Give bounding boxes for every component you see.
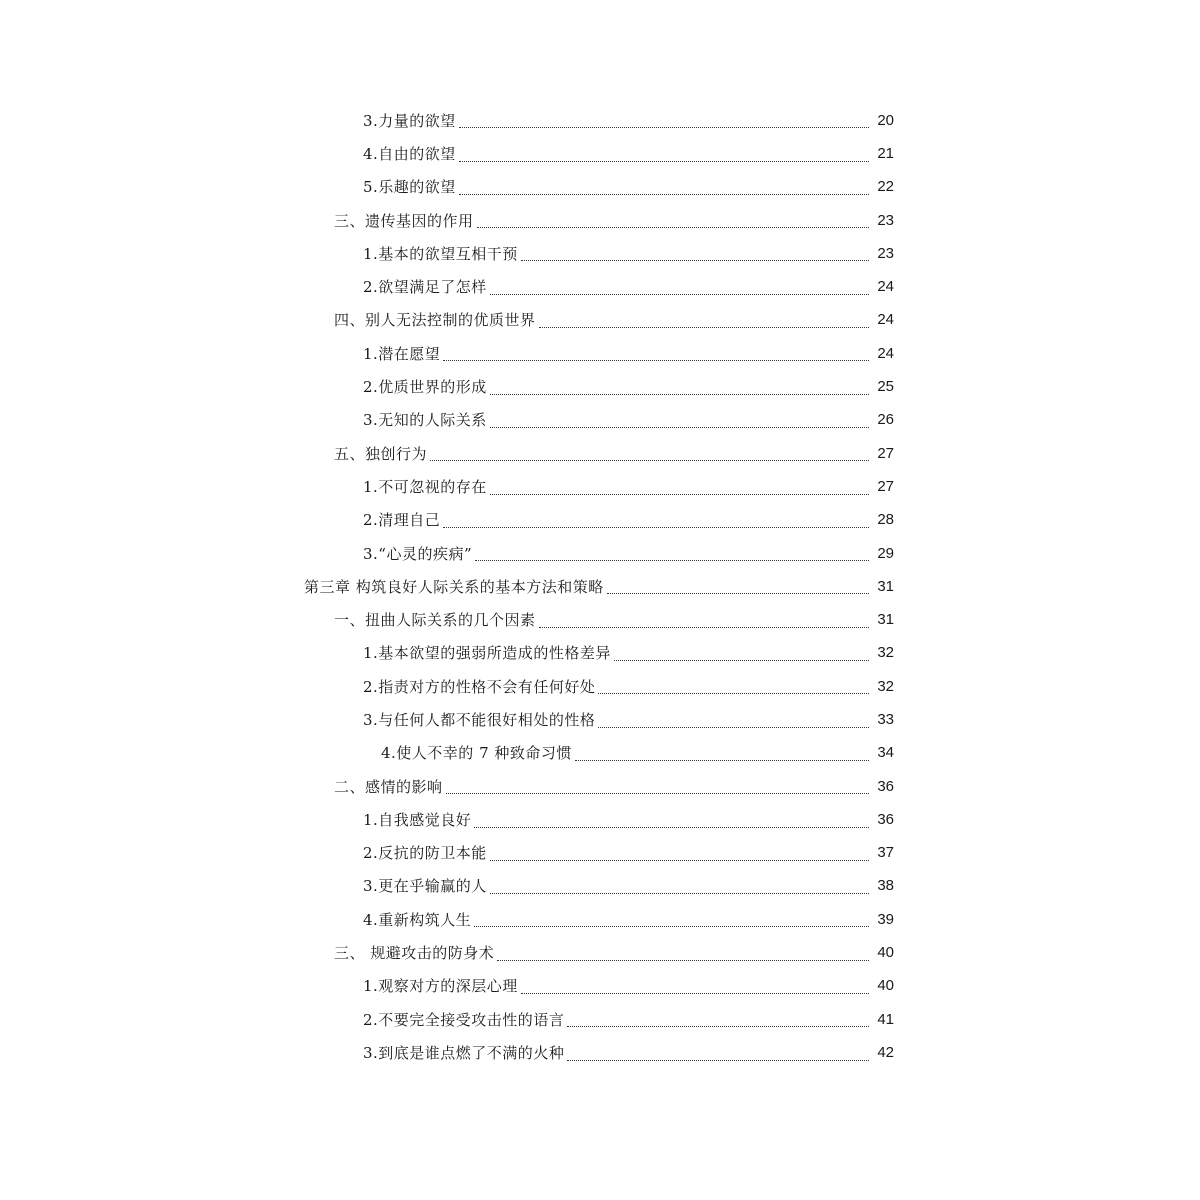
toc-entry-title: 2.不要完全接受攻击性的语言 bbox=[363, 1010, 565, 1029]
toc-dot-leader bbox=[475, 559, 869, 561]
toc-entry-title: 1.基本欲望的强弱所造成的性格差异 bbox=[363, 644, 611, 663]
toc-dot-leader bbox=[490, 859, 869, 861]
toc-page-number: 36 bbox=[877, 777, 894, 795]
toc-entry-subsection-deep[interactable] bbox=[0, 737, 1200, 770]
toc-page-number: 39 bbox=[877, 910, 894, 928]
toc-entry-title: 3.与任何人都不能很好相处的性格 bbox=[363, 710, 596, 729]
toc-dot-leader bbox=[567, 1059, 869, 1061]
toc-entry-subsection[interactable] bbox=[0, 137, 1200, 170]
toc-dot-leader bbox=[446, 792, 869, 794]
toc-entry-title: 2.反抗的防卫本能 bbox=[363, 844, 487, 863]
toc-dot-leader bbox=[490, 426, 869, 428]
toc-entry-title: 5.乐趣的欲望 bbox=[363, 178, 456, 197]
toc-dot-leader bbox=[474, 826, 869, 828]
toc-dot-leader bbox=[490, 892, 869, 894]
toc-entry-subsection[interactable] bbox=[0, 504, 1200, 537]
toc-entry-section[interactable] bbox=[0, 936, 1200, 969]
toc-dot-leader bbox=[598, 692, 869, 694]
toc-entry-title: 4.使人不幸的 7 种致命习惯 bbox=[381, 744, 572, 763]
toc-entry-subsection[interactable] bbox=[0, 803, 1200, 836]
toc-dot-leader bbox=[490, 493, 869, 495]
toc-entry-subsection[interactable] bbox=[0, 637, 1200, 670]
toc-page-number: 36 bbox=[877, 810, 894, 828]
toc-page-number: 29 bbox=[877, 544, 894, 562]
toc-dot-leader bbox=[490, 293, 869, 295]
toc-dot-leader bbox=[575, 759, 869, 761]
toc-entry-title: 2.清理自己 bbox=[363, 511, 441, 530]
toc-entry-section[interactable] bbox=[0, 437, 1200, 470]
toc-entry-title: 1.潜在愿望 bbox=[363, 344, 441, 363]
toc-entry-title: 3.无知的人际关系 bbox=[363, 411, 487, 430]
toc-page-number: 34 bbox=[877, 744, 894, 762]
toc-entry-title: 第三章 构筑良好人际关系的基本方法和策略 bbox=[304, 577, 604, 596]
toc-page-number: 42 bbox=[877, 1043, 894, 1061]
toc-entry-subsection[interactable] bbox=[0, 903, 1200, 936]
toc-entry-section[interactable] bbox=[0, 603, 1200, 636]
toc-page-number: 40 bbox=[877, 944, 894, 962]
toc-entry-title: 2.欲望满足了怎样 bbox=[363, 278, 487, 297]
toc-entry-subsection[interactable] bbox=[0, 970, 1200, 1003]
toc-entry-section[interactable] bbox=[0, 304, 1200, 337]
toc-page-number: 37 bbox=[877, 844, 894, 862]
toc-entry-subsection[interactable] bbox=[0, 404, 1200, 437]
toc-page-number: 40 bbox=[877, 977, 894, 995]
toc-entry-subsection[interactable] bbox=[0, 1003, 1200, 1036]
toc-page-number: 31 bbox=[877, 577, 894, 595]
toc-page-number: 27 bbox=[877, 444, 894, 462]
toc-page-number: 32 bbox=[877, 644, 894, 662]
toc-entry-title: 一、扭曲人际关系的几个因素 bbox=[334, 611, 536, 630]
toc-entry-subsection[interactable] bbox=[0, 370, 1200, 403]
toc-dot-leader bbox=[521, 259, 869, 261]
toc-entry-subsection[interactable] bbox=[0, 337, 1200, 370]
toc-dot-leader bbox=[567, 1025, 869, 1027]
toc-dot-leader bbox=[477, 226, 869, 228]
toc-entry-subsection[interactable] bbox=[0, 104, 1200, 137]
toc-dot-leader bbox=[459, 193, 869, 195]
toc-dot-leader bbox=[607, 592, 869, 594]
toc-entry-title: 3.“心灵的疾病” bbox=[363, 544, 473, 563]
toc-page-number: 20 bbox=[877, 111, 894, 129]
toc-entry-section[interactable] bbox=[0, 770, 1200, 803]
toc-page-number: 24 bbox=[877, 344, 894, 362]
toc-entry-title: 二、感情的影响 bbox=[334, 777, 443, 796]
toc-dot-leader bbox=[443, 359, 869, 361]
toc-dot-leader bbox=[443, 526, 869, 528]
toc-entry-subsection[interactable] bbox=[0, 237, 1200, 270]
toc-entry-title: 五、独创行为 bbox=[334, 444, 428, 463]
toc-entry-title: 四、别人无法控制的优质世界 bbox=[334, 311, 536, 330]
toc-entry-title: 1.观察对方的深层心理 bbox=[363, 977, 518, 996]
toc-dot-leader bbox=[614, 659, 869, 661]
toc-entry-title: 3.更在乎输赢的人 bbox=[363, 877, 487, 896]
toc-dot-leader bbox=[539, 326, 869, 328]
toc-page-number: 23 bbox=[877, 244, 894, 262]
toc-entry-subsection[interactable] bbox=[0, 870, 1200, 903]
toc-entry-section[interactable] bbox=[0, 204, 1200, 237]
toc-entry-subsection[interactable] bbox=[0, 703, 1200, 736]
toc-dot-leader bbox=[459, 126, 869, 128]
toc-page-number: 28 bbox=[877, 511, 894, 529]
toc-page-number: 21 bbox=[877, 144, 894, 162]
toc-entry-title: 3.到底是谁点燃了不满的火种 bbox=[363, 1043, 565, 1062]
toc-dot-leader bbox=[430, 459, 869, 461]
toc-entry-subsection[interactable] bbox=[0, 537, 1200, 570]
toc-dot-leader bbox=[490, 393, 869, 395]
toc-page-number: 38 bbox=[877, 877, 894, 895]
toc-entry-title: 1.不可忽视的存在 bbox=[363, 477, 487, 496]
toc-dot-leader bbox=[521, 992, 869, 994]
toc-entry-subsection[interactable] bbox=[0, 171, 1200, 204]
toc-entry-title: 4.重新构筑人生 bbox=[363, 910, 472, 929]
toc-page-number: 27 bbox=[877, 477, 894, 495]
toc-page-number: 32 bbox=[877, 677, 894, 695]
table-of-contents bbox=[0, 104, 1200, 1070]
toc-page-number: 24 bbox=[877, 311, 894, 329]
toc-page-number: 26 bbox=[877, 411, 894, 429]
toc-entry-subsection[interactable] bbox=[0, 270, 1200, 303]
toc-page-number: 22 bbox=[877, 178, 894, 196]
toc-entry-subsection[interactable] bbox=[0, 670, 1200, 703]
toc-page-number: 23 bbox=[877, 211, 894, 229]
toc-entry-title: 1.基本的欲望互相干预 bbox=[363, 244, 518, 263]
toc-page-number: 25 bbox=[877, 378, 894, 396]
toc-entry-title: 2.指责对方的性格不会有任何好处 bbox=[363, 677, 596, 696]
toc-entry-subsection[interactable] bbox=[0, 1036, 1200, 1069]
toc-entry-title: 4.自由的欲望 bbox=[363, 144, 456, 163]
toc-dot-leader bbox=[474, 925, 869, 927]
toc-dot-leader bbox=[459, 160, 869, 162]
toc-entry-title: 三、遗传基因的作用 bbox=[334, 211, 474, 230]
toc-page-number: 33 bbox=[877, 710, 894, 728]
toc-dot-leader bbox=[497, 959, 869, 961]
toc-entry-subsection[interactable] bbox=[0, 470, 1200, 503]
toc-entry-title: 三、 规避攻击的防身术 bbox=[334, 944, 495, 963]
toc-page-number: 24 bbox=[877, 278, 894, 296]
toc-entry-subsection[interactable] bbox=[0, 837, 1200, 870]
toc-page-number: 31 bbox=[877, 611, 894, 629]
toc-entry-title: 2.优质世界的形成 bbox=[363, 378, 487, 397]
toc-entry-title: 3.力量的欲望 bbox=[363, 111, 456, 130]
toc-entry-title: 1.自我感觉良好 bbox=[363, 810, 472, 829]
toc-entry-chapter[interactable] bbox=[0, 570, 1200, 603]
toc-dot-leader bbox=[598, 726, 869, 728]
toc-page-number: 41 bbox=[877, 1010, 894, 1028]
toc-dot-leader bbox=[539, 626, 869, 628]
